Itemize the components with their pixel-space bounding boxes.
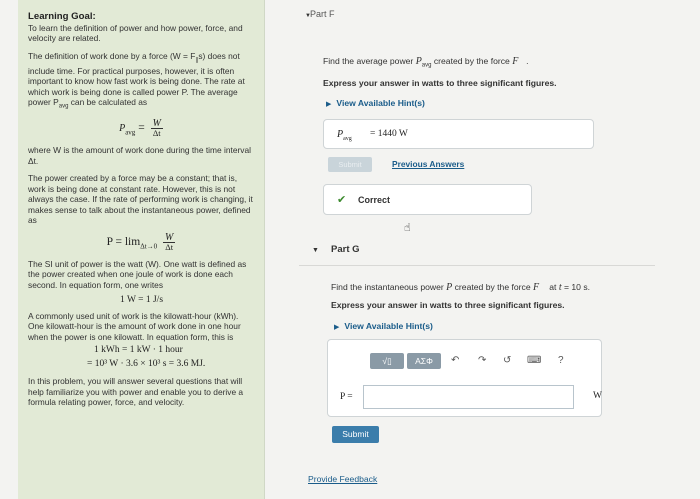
part-f-header[interactable]: Part F (310, 9, 335, 19)
undo-icon[interactable]: ↶ (451, 355, 460, 366)
power-input-field[interactable] (363, 385, 574, 409)
keyboard-icon[interactable]: ⌨ (527, 355, 542, 366)
answer-label: $P_{avg}$ (337, 129, 352, 142)
kwh-conversion-equation: = 10³ W · 3.6 × 10³ s = 3.6 MJ. (87, 358, 206, 369)
kwh-equation: 1 kWh = 1 kW · 1 hour (94, 345, 183, 356)
learning-goal-text: To learn the definition of power and how power, force, and velocity are related. (28, 22, 243, 43)
reset-icon[interactable]: ↺ (503, 355, 512, 366)
correct-status: Correct (358, 195, 391, 205)
answer-value: = 1440 W (370, 129, 408, 139)
part-f-hints-toggle[interactable]: ▶ View Available Hint(s) (326, 98, 425, 108)
part-f-prompt: Find the average power $P_{avg}$ created by the force F⃗. (323, 56, 529, 69)
correct-feedback-box (323, 184, 532, 215)
power-input-label: P = (340, 392, 353, 402)
previous-answers-link[interactable]: Previous Answers (392, 159, 465, 169)
part-g-prompt: Find the instantaneous power P created by the force F⃗ at t = 10 s. (331, 282, 591, 293)
instantaneous-power-paragraph: The power created by a force may be a constant; that is, work is being done at constant rate. However, this is not always the case. If the rate of performing work is changing, it makes sense to talk about the instantaneous power, defined as (28, 173, 253, 226)
learning-goal-title: Learning Goal: (28, 11, 96, 22)
unit-label: W (593, 391, 602, 401)
work-interval-paragraph: where W is the amount of work done during the time interval Δt. (28, 145, 251, 166)
hand-cursor-icon: ☝ (404, 222, 411, 234)
part-g-instruction: Express your answer in watts to three significant figures. (331, 300, 565, 310)
expand-triangle-icon: ▶ (334, 324, 340, 331)
part-g-hints-toggle[interactable]: ▶ View Available Hint(s) (334, 321, 433, 331)
instantaneous-power-equation: $P = \lim_{\Delta t\to 0}$ $\frac{W}{\Delta t}$ (106, 231, 174, 252)
redo-icon[interactable]: ↷ (478, 355, 487, 366)
greek-symbols-button[interactable]: ΑΣΦ (407, 353, 441, 369)
part-f-answer-box (323, 119, 594, 149)
part-g-submit-button[interactable]: Submit (332, 426, 379, 443)
part-f-instruction: Express your answer in watts to three significant figures. (323, 78, 557, 88)
part-g-collapse-icon[interactable]: ▼ (312, 247, 319, 254)
work-definition-paragraph: The definition of work done by a force $(W = F_\parallel s)$ does not include time. For practical purposes, however, it is often important to know how fast work is being done. The rate at which work is being done is called power P. The average power $P_{avg}$ can be calculated as (28, 50, 245, 110)
collapse-arrow-icon[interactable]: ▼ (305, 13, 311, 19)
kilowatt-hour-paragraph: A commonly used unit of work is the kilowatt-hour (kWh). One kilowatt-hour is the amount of work done in one hour when the power is one kilowatt. In equation form, this is (28, 310, 241, 342)
templates-button[interactable]: √▯ (370, 353, 404, 369)
learning-goal-panel (18, 0, 265, 499)
help-icon[interactable]: ? (558, 355, 564, 366)
part-f-submit-button[interactable]: Submit (328, 157, 372, 172)
expand-triangle-icon: ▶ (326, 101, 332, 108)
checkmark-icon: ✔ (337, 194, 347, 206)
problem-intro-paragraph: In this problem, you will answer several questions that will help familiarize you with power and enable you to derive a formula relating power, force, and velocity. (28, 376, 244, 408)
part-g-header[interactable]: Part G (331, 244, 360, 255)
section-divider (299, 265, 655, 266)
si-unit-paragraph: The SI unit of power is the watt (W). One watt is defined as the power created when one joule of work is done each second. In equation form, one writes (28, 258, 247, 290)
average-power-equation: $P_{avg}$ = $\frac{W}{\Delta t}$ (119, 118, 161, 139)
provide-feedback-link[interactable]: Provide Feedback (308, 474, 378, 484)
watt-equation: 1 W = 1 J/s (120, 295, 164, 306)
